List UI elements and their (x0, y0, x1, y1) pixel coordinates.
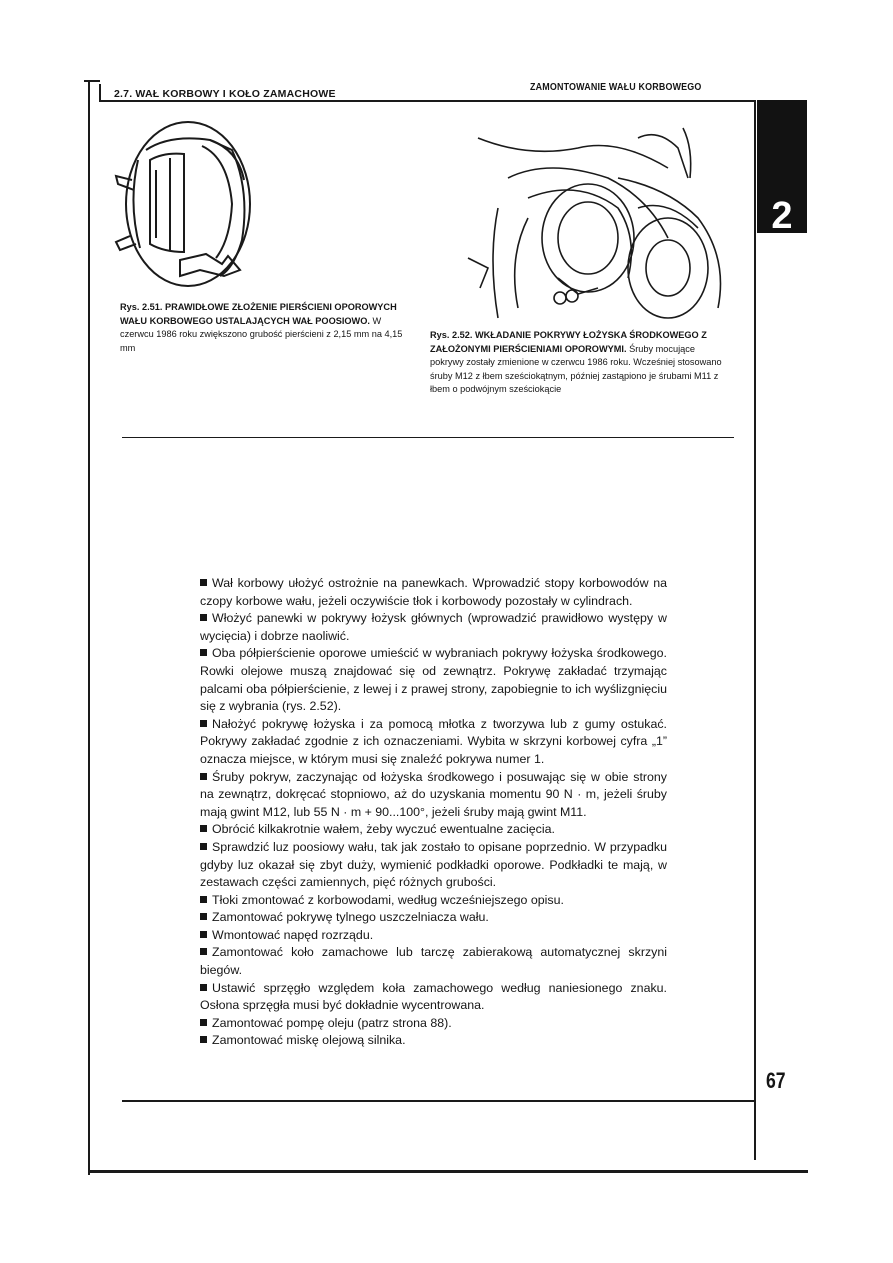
top-left-tick (84, 80, 100, 82)
figure-2-52-caption (430, 329, 730, 397)
chapter-tab-upper (757, 100, 807, 188)
right-column-rule (754, 100, 756, 1160)
figure-2-52-illustration (468, 118, 738, 328)
bullet-square-icon (200, 614, 207, 621)
step-item: Oba półpierścienie oporowe umieścić w wybraniach pokrywy łożyska środkowego. Rowki olejowe muszą znajdować się od zewnątrz. Pokrywę zakładać trzymając palcami oba półpierścienie, z lewej i z prawej strony, zapobiegnie to ich wyślizgnięciu się z wybrania (rys. 2.52). (200, 646, 667, 714)
step-item: Sprawdzić luz poosiowy wału, tak jak zostało to opisane poprzednio. W przypadku gdyby luz okazał się zbyt duży, wymienić podkładki oporowe. Podkładki te mają, w zestawach części zamiennych, pięć różnych grubości. (200, 839, 667, 890)
figure-2-51-text: W czerwcu 1986 roku zwiększono grubość pierścieni z 2,15 mm na 4,15 mm (120, 315, 403, 353)
bullet-square-icon (200, 773, 207, 780)
step-item: Tłoki zmontować z korbowodami, według wcześniejszego opisu. (200, 892, 667, 910)
chapter-number: 2 (771, 195, 793, 237)
left-margin-rule (88, 80, 90, 1175)
bullet-square-icon (200, 931, 207, 938)
bullet-square-icon (200, 948, 207, 955)
figures-bottom-rule (122, 437, 734, 438)
step-item: Zamontować miskę olejową silnika. (200, 1032, 667, 1050)
bullet-square-icon (200, 720, 207, 727)
bullet-square-icon (200, 896, 207, 903)
bullet-square-icon (200, 1036, 207, 1043)
step-item: Śruby pokryw, zaczynając od łożyska środkowego i posuwając się w obie strony na zewnątrz, dokręcać stopniowo, aż do uzyskania momentu 90 N · m, jeżeli śruby mają gwint M12, lub 55 N · m + 90...100°, jeżeli śruby mają gwint M11. (200, 769, 667, 819)
step-item: Zamontować pokrywę tylnego uszczelniacza wału. (200, 909, 667, 927)
step-item: Nałożyć pokrywę łożyska i za pomocą młotka z tworzywa lub z gumy ostukać. Pokrywy zakładać zgodnie z ich oznaczeniami. Wybita w skrzyni korbowej cyfra „1” oznacza miejsce, w którym musi się znaleźć pokrywa numer 1. (200, 716, 667, 766)
step-item: Wał korbowy ułożyć ostrożnie na panewkach. Wprowadzić stopy korbowodów na czopy korbowe wału, jeżeli oczywiście tłok i korbowody pozostały w cylindrach. (200, 576, 667, 608)
bullet-square-icon (200, 984, 207, 991)
figure-2-51-title: PRAWIDŁOWE ZŁOŻENIE PIERŚCIENI OPOROWYCH WAŁU KORBOWEGO USTALAJĄCYCH WAŁ POOSIOWO. (120, 302, 397, 326)
bullet-square-icon (200, 913, 207, 920)
figure-2-52-text: Śruby mocujące pokrywy zostały zmienione w czerwcu 1986 roku. Wcześniej stosowano śruby M12 z łbem sześciokątnym, później zastąpiono je śrubami M11 z łbem o podwójnym sześciokącie (430, 343, 722, 395)
step-item: Ustawić sprzęgło względem koła zamachowego według naniesionego znaku. Osłona sprzęgła musi być dokładnie wycentrowana. (200, 980, 667, 1013)
bullet-square-icon (200, 1019, 207, 1026)
bullet-square-icon (200, 649, 207, 656)
header-left-rule (99, 84, 101, 102)
bullet-square-icon (200, 579, 207, 586)
figure-2-51-illustration (110, 120, 270, 300)
page-number: 67 (766, 1068, 786, 1093)
instruction-steps (200, 575, 667, 1050)
step-item: Włożyć panewki w pokrywy łożysk głównych (wprowadzić prawidłowo występy w wycięcia) i dobrze naoliwić. (200, 611, 667, 643)
figure-2-51-label: Rys. 2.51. (120, 302, 163, 312)
bullet-square-icon (200, 825, 207, 832)
figure-2-52-title: WKŁADANIE POKRYWY ŁOŻYSKA ŚRODKOWEGO Z ZAŁOŻONYMI PIERŚCIENIAMI OPOROWYMI. (430, 330, 707, 354)
figure-2-52-label: Rys. 2.52. (430, 330, 473, 340)
step-item: Zamontować koło zamachowe lub tarczę zabierakową automatycznej skrzyni biegów. (200, 945, 667, 978)
running-header-right: ZAMONTOWANIE WAŁU KORBOWEGO (530, 81, 702, 93)
step-item: Obrócić kilkakrotnie wałem, żeby wyczuć ewentualne zacięcia. (200, 821, 667, 839)
header-rule (100, 100, 754, 102)
step-item: Wmontować napęd rozrządu. (200, 927, 667, 945)
text-bottom-rule (122, 1100, 754, 1102)
running-header-left: 2.7. WAŁ KORBOWY I KOŁO ZAMACHOWE (114, 88, 336, 100)
figure-2-51-caption (120, 301, 410, 355)
page-bottom-rule (88, 1170, 808, 1173)
bullet-square-icon (200, 843, 207, 850)
step-item: Zamontować pompę oleju (patrz strona 88). (200, 1015, 667, 1033)
